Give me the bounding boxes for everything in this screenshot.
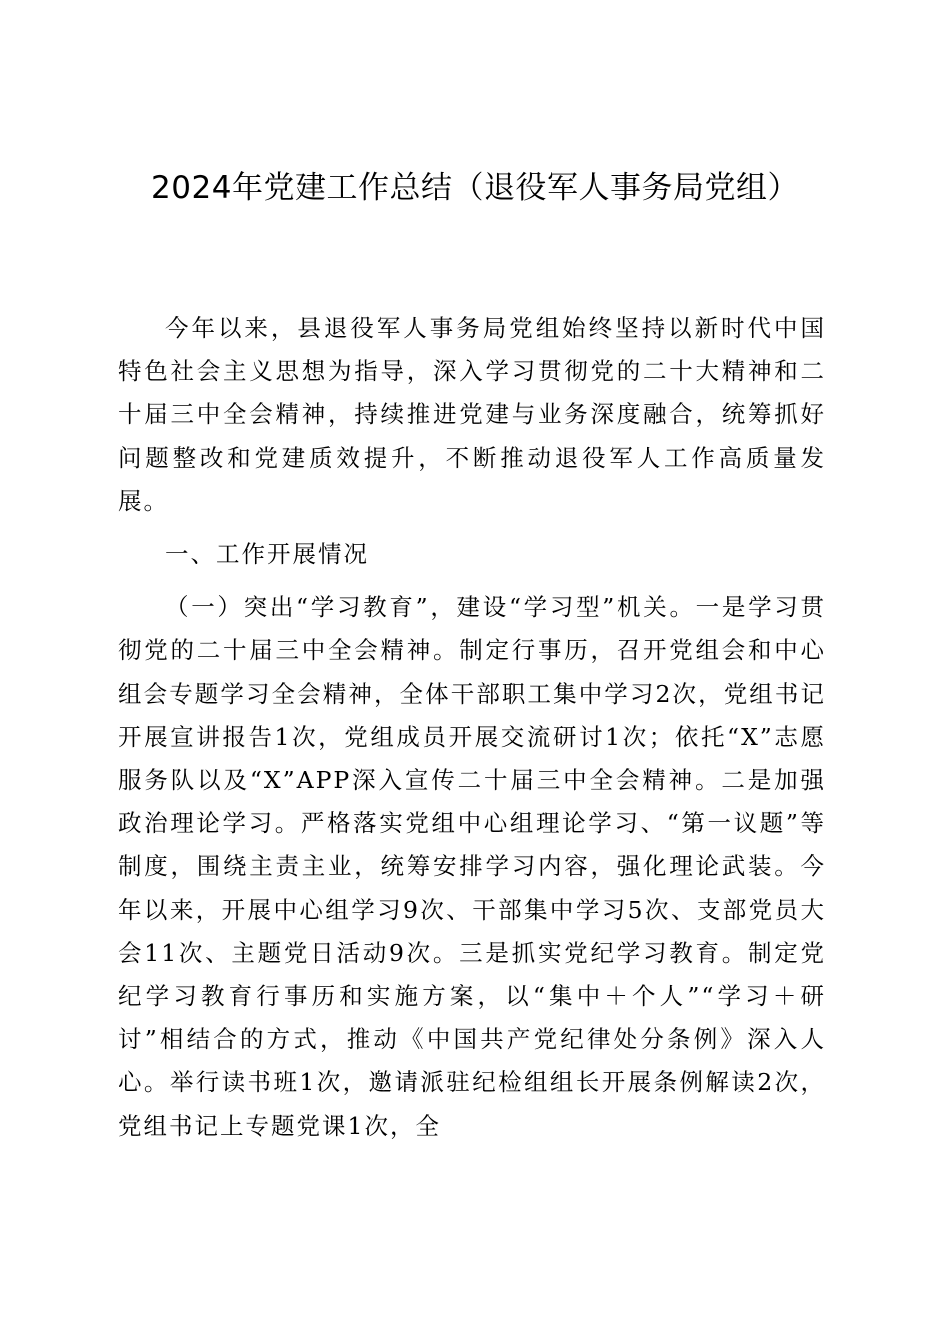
document-title: 2024年党建工作总结（退役军人事务局党组）: [151, 170, 799, 206]
intro-paragraph: 今年以来，县退役军人事务局党组始终坚持以新时代中国特色社会主义思想为指导，深入学习贯彻党的二十大精神和二十届三中全会精神，持续推进党建与业务深度融合，统筹抓好问题整改和党建质效提升，不断推动退役军人工作高质量发展。: [118, 314, 826, 515]
document-body: [118, 307, 826, 1148]
section-heading: 一、工作开展情况: [165, 540, 369, 569]
section-paragraph: （一）突出“学习教育”，建设“学习型”机关。一是学习贯彻党的二十届三中全会精神。制定行事历，召开党组会和中心组会专题学习全会精神，全体干部职工集中学习2次，党组书记开展宣讲报告1次，党组成员开展交流研讨1次；依托“X”志愿服务队以及“X”APP深入宣传二十届三中全会精神。二是加强政治理论学习。严格落实党组中心组理论学习、“第一议题”等制度，围绕主责主业，统筹安排学习内容，强化理论武装。今年以来，开展中心组学习9次、干部集中学习5次、支部党员大会11次、主题党日活动9次。三是抓实党纪学习教育。制定党纪学习教育行事历和实施方案，以“集中＋个人”“学习＋研讨”相结合的方式，推动《中国共产党纪律处分条例》深入人心。举行读书班1次，邀请派驻纪检组组长开展条例解读2次，党组书记上专题党课1次，全: [118, 593, 826, 1140]
